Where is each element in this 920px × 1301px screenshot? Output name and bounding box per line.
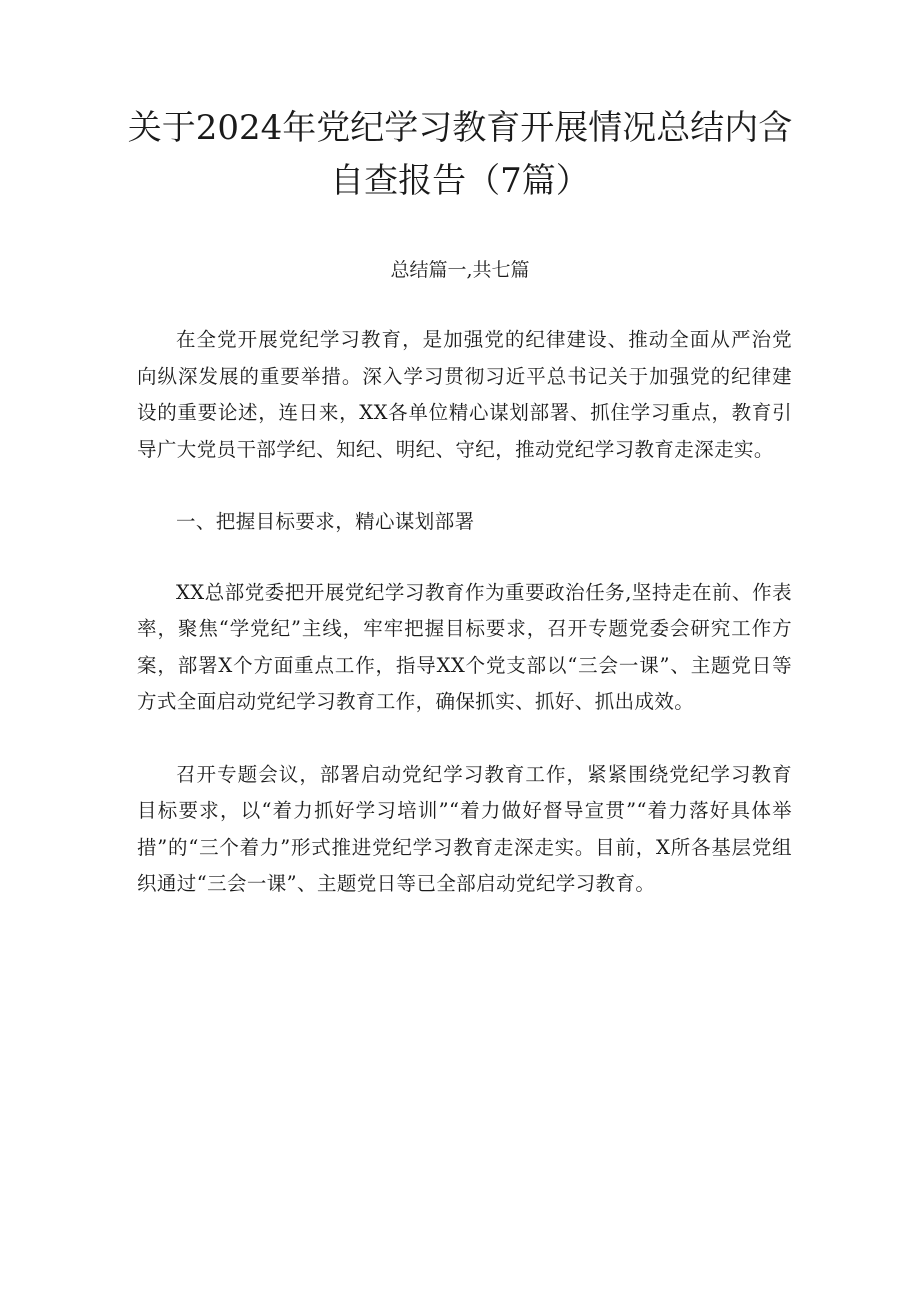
document-title-line-2: 自查报告（7篇） (330, 161, 590, 201)
paragraph-intro: 在全党开展党纪学习教育，是加强党的纪律建设、推动全面从严治党向纵深发展的重要举措。深入学习贯彻习近平总书记关于加强党的纪律建设的重要论述，连日来，XX各单位精心谋划部署、抓住学习重点，教育引导广大党员干部学纪、知纪、明纪、守纪，推动党纪学习教育走深走实。 (137, 328, 792, 461)
document-title-line-1: 关于2024年党纪学习教育开展情况总结内含 (127, 108, 793, 148)
paragraph-special-meeting: 召开专题会议，部署启动党纪学习教育工作，紧紧围绕党纪学习教育目标要求，以“着力抓好学习培训”“着力做好督导宣贯”“着力落好具体举措”的“三个着力”形式推进党纪学习教育走深走实。目前，X所各基层党组织通过“三会一课”、主题党日等已全部启动党纪学习教育。 (137, 762, 792, 895)
document-subtitle: 总结篇一,共七篇 (390, 259, 530, 281)
document-title (100, 102, 820, 208)
document-body (137, 322, 792, 939)
section-heading: 一、把握目标要求，精心谋划部署 (176, 510, 475, 533)
paragraph-party-committee: XX总部党委把开展党纪学习教育作为重要政治任务,坚持走在前、作表率，聚焦“学党纪”主线，牢牢把握目标要求，召开专题党委会研究工作方案，部署X个方面重点工作，指导XX个党支部以“三会一课”、主题党日等方式全面启动党纪学习教育工作，确保抓实、抓好、抓出成效。 (137, 580, 792, 713)
